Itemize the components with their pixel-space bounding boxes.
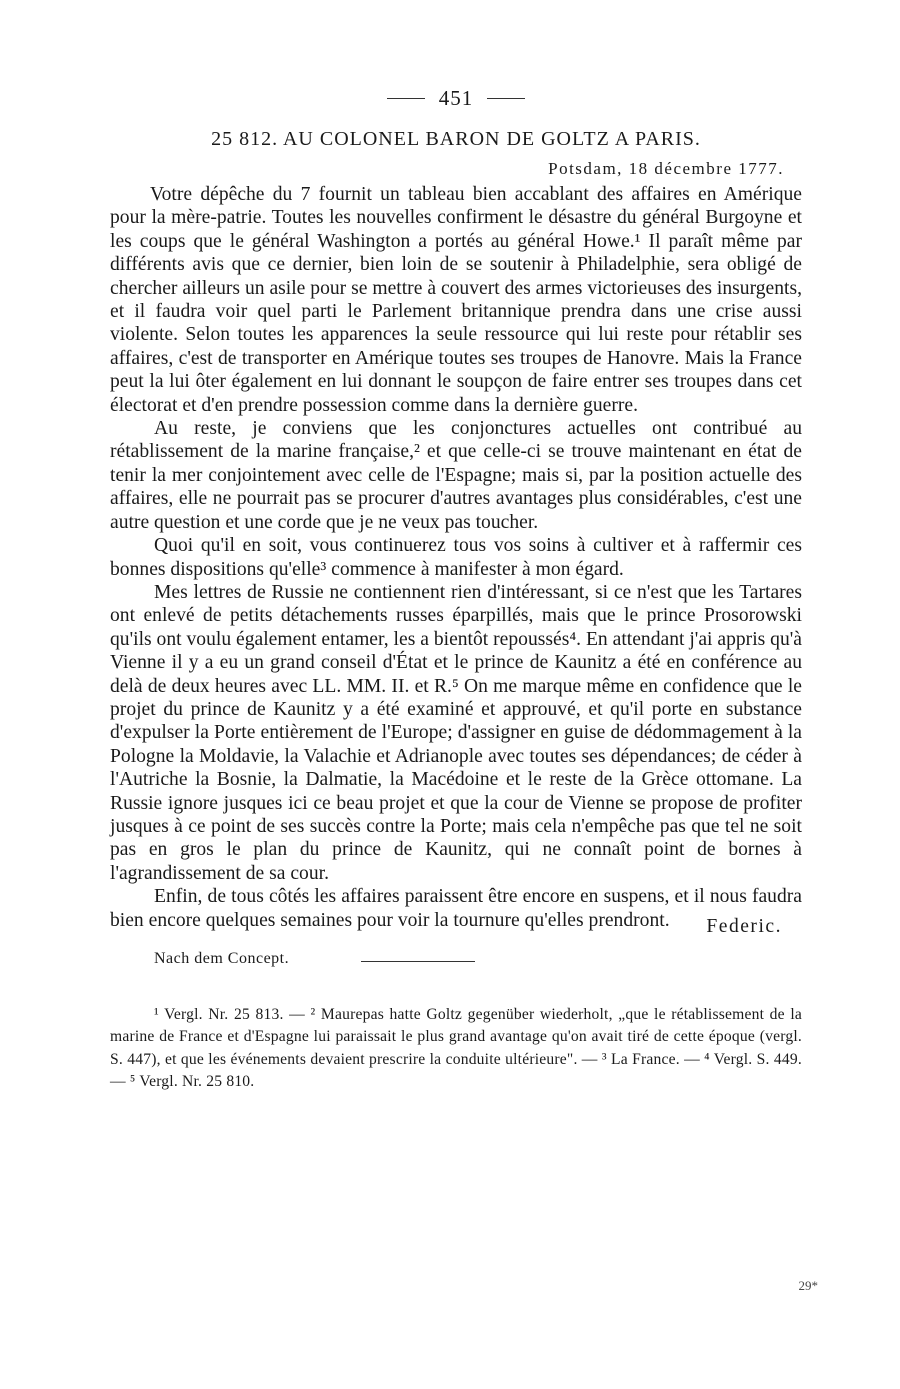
header-dash-left (387, 98, 425, 99)
header-dash-right (487, 98, 525, 99)
paragraph: Votre dépêche du 7 fournit un tableau bien accablant des affaires en Amérique pour la mère-patrie. Toutes les nouvelles confirment le désastre du général Burgoyne et les coups que le général Washington a portés au général Howe.¹ Il paraît même par différents avis que ce dernier, bien loin de se soutenir à Philadelphie, sera obligé de chercher ailleurs un asile pour se mettre à couvert des armes victorieuses des insurgents, et il faudra voir quel parti le Parlement britannique prendra dans une crise aussi violente. Selon toutes les apparences la seule ressource qui lui reste pour rétablir ses affaires, c'est de transporter en Amérique toutes ses troupes de Hanovre. Mais la France peut la lui ôter également en lui donnant le soupçon de faire entrer ses troupes dans cet électorat et d'en prendre possession comme dans la dernière guerre. (110, 184, 802, 416)
place-date: Potsdam, 18 décembre 1777. (548, 159, 784, 178)
letter-body (110, 183, 802, 937)
paragraph: Quoi qu'il en soit, vous continuerez tous vos soins à cultiver et à raffermir ces bonnes dispositions qu'elle³ commence à manifester à mon égard. (110, 535, 802, 580)
page-header (110, 78, 802, 118)
source-note: Nach dem Concept. (154, 950, 290, 967)
signature-mark: 29* (798, 1278, 818, 1293)
letter-heading: 25 812. AU COLONEL BARON DE GOLTZ A PARIS. (211, 128, 701, 150)
footnote-text: ¹ Vergl. Nr. 25 813. — ² Maurepas hatte Goltz gegenüber wiederholt, „que le rétablissement de la marine de France et d'Espagne lui paraissait le plus grand avantage qu'on avait tiré de cette époque (vergl. S. 447), et que les événements devaient prescrire la conduite ultérieure". — ³ La France. — ⁴ Vergl. S. 449. — ⁵ Vergl. Nr. 25 810. (110, 1006, 802, 1091)
document-page (110, 78, 802, 1094)
separator-rule (361, 961, 475, 962)
signature: Federic. (706, 915, 782, 937)
source-note-row (110, 950, 802, 968)
footnotes (110, 1004, 802, 1094)
paragraph: Au reste, je conviens que les conjonctures actuelles ont contribué au rétablissement de la marine française,² et que celle-ci se trouve maintenant en état de tenir la mer conjointement avec celle de l'Espagne; mais si, par la position actuelle des affaires, elle ne pourrait pas se procurer d'autres avantages plus considérables, c'est une autre question et une corde que je ne veux pas toucher. (110, 418, 802, 533)
closing-row (110, 885, 802, 937)
paragraph: Mes lettres de Russie ne contiennent rien d'intéressant, si ce n'est que les Tartares ont enlevé de petits détachements russes éparpillés, mais que le prince Prosorowski qu'ils ont voulu également entamer, les a bientôt repoussés⁴. En attendant j'ai appris qu'à Vienne il y a eu un grand conseil d'État et le prince de Kaunitz a été en conférence au delà de deux heures avec LL. MM. II. et R.⁵ On me marque même en confidence que le projet du prince de Kaunitz y a été examiné et approuvé, et qu'il porte en substance d'expulser la Porte entièrement de l'Europe; d'assigner en guise de dédommagement à la Pologne la Moldavie, la Valachie et Adrianople avec toutes ses dépendances; de céder à l'Autriche la Bosnie, la Dalmatie, la Macédoine et le reste de la Grèce ottomane. La Russie ignore jusques ici ce beau projet et que la cour de Vienne se propose de profiter jusques à ce point de ses succès contre la Porte; mais cela n'empêche pas que tel ne soit pas en gros le plan du prince de Kaunitz, qui ne connaît point de bornes à l'agrandissement de sa cour. (110, 581, 802, 884)
page-number: 451 (438, 85, 474, 110)
paragraph: Enfin, de tous côtés les affaires paraissent être encore en suspens, et il nous faudra bien encore quelques semaines pour voir la tournure qu'elles prendront. (110, 886, 802, 931)
